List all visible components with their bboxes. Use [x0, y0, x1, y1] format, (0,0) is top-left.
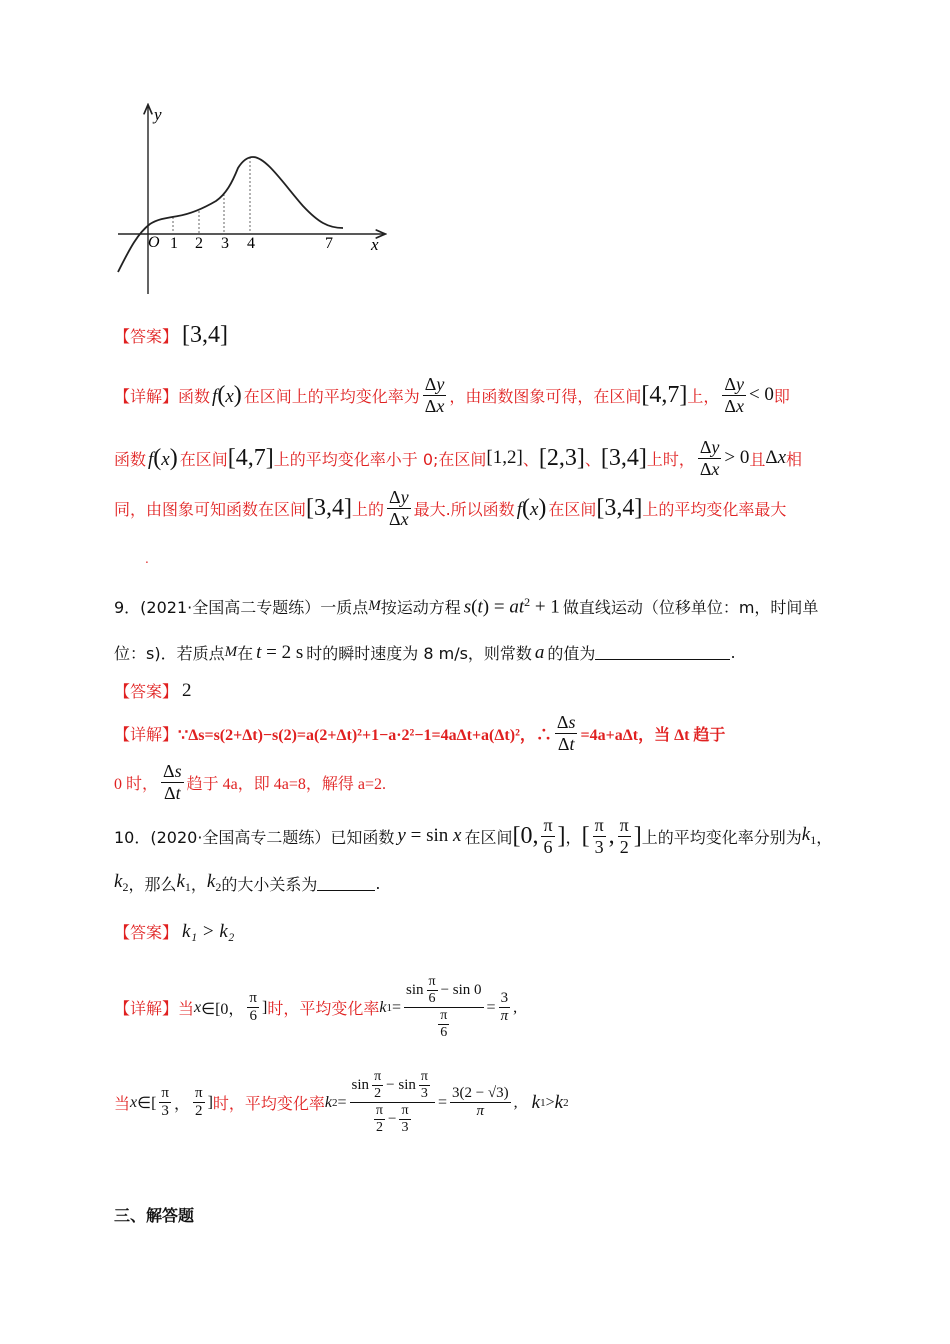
math-fx: f(x)	[516, 494, 547, 521]
math-point: M	[224, 644, 238, 660]
q8-answer	[114, 322, 228, 349]
text: 在	[237, 644, 254, 663]
math-fx: f(x)	[212, 381, 242, 408]
math-fx: f(x)	[148, 444, 178, 471]
math-lt-0: < 0	[748, 384, 774, 406]
function-curve	[118, 157, 343, 272]
math-x-in-interval: x ∈[ $\frac{\pi}{3}$ ， $\frac{\pi}{2}$ ]	[130, 1084, 213, 1120]
text: 上的平均变化率最大	[642, 499, 787, 519]
text: ，那么	[128, 874, 177, 894]
q9-detail-line-2	[114, 761, 386, 803]
math-k2: $k_2$	[206, 871, 222, 895]
text: 最大.所以函数	[413, 499, 515, 519]
text: ，由函数图象可得，在区间	[449, 386, 642, 406]
text: 在区间上的平均变化率为	[243, 386, 420, 406]
text: .	[375, 873, 381, 893]
text: 上时，	[646, 449, 695, 469]
text: 函数	[178, 386, 211, 406]
math-point: M	[368, 598, 381, 615]
q10-detail-line-2	[114, 1069, 569, 1136]
fraction-dy-dx: $\frac{\Delta y}{\Delta x}$	[389, 487, 409, 529]
math-k2: $k_2$	[114, 871, 129, 895]
function-graph	[108, 98, 398, 298]
answer-blank[interactable]	[317, 876, 375, 891]
text: 在区间	[464, 827, 513, 847]
interval-3-4: [3,4]	[600, 444, 647, 471]
answer-value: k₁ > k₂	[182, 920, 235, 942]
math-y-sin-x: y = sin x	[397, 825, 462, 847]
x-tick-4: 4	[247, 235, 255, 252]
text: 的大小关系为	[221, 874, 318, 894]
text: .	[730, 643, 736, 662]
x-tick-3: 3	[221, 235, 229, 252]
section-title: 三、解答题	[114, 1206, 195, 1225]
text: 时，平均变化率	[267, 999, 380, 1019]
fraction-dy-dx: $\frac{\Delta y}{\Delta x}$	[724, 374, 744, 416]
text: 时的瞬时速度为 8 m/s，则常数	[306, 644, 532, 663]
math-dx: Δx	[765, 447, 787, 469]
fraction-dy-dx: $\frac{\Delta y}{\Delta x}$	[699, 437, 720, 479]
text: 当	[114, 1094, 131, 1114]
q9-detail-line-1	[114, 712, 725, 754]
detail-tag: 【详解】	[114, 386, 179, 406]
text: 按运动方程	[380, 598, 461, 618]
text: 上的平均变化率小于 0;在区间	[273, 449, 487, 469]
interval-4-7: [4,7]	[227, 444, 274, 471]
answer-value: [3,4]	[182, 322, 228, 348]
math-k1: $k_1$	[801, 824, 817, 848]
y-axis-label: y	[154, 105, 162, 124]
fraction-ds-dt: $\frac{\Delta s}{\Delta t}$	[163, 761, 182, 803]
x-tick-2: 2	[195, 235, 203, 252]
math-gt-0: > 0	[724, 447, 750, 469]
fraction-dy-dx: $\frac{\Delta y}{\Delta x}$	[424, 374, 445, 416]
detail-tag: 【详解】	[114, 999, 179, 1019]
answer-blank[interactable]	[595, 645, 730, 660]
text: 在区间	[179, 449, 228, 469]
interval-1-2: [1,2]	[486, 447, 523, 469]
q10-line-2	[114, 871, 380, 895]
text: 、	[584, 449, 601, 469]
answer-value: 2	[182, 679, 192, 701]
answer-tag: 【答案】	[114, 682, 179, 701]
q10-detail-line-1	[114, 974, 517, 1041]
answer-tag: 【答案】	[114, 923, 179, 942]
q10-answer	[114, 920, 234, 943]
text: 9．(2021·全国高二专题练）一质点	[114, 598, 369, 618]
text: 同，由图象可知函数在区间	[114, 499, 307, 519]
math-a: a	[534, 641, 545, 663]
text: =4a+aΔt，当 Δt 趋于	[580, 726, 726, 744]
text: 上的	[352, 499, 385, 519]
text: 趋于 4a，即 4a=8，解得 a=2.	[186, 775, 386, 793]
interval-0-pi6: [0, $\frac{\pi}{6}$ ]	[512, 815, 566, 857]
x-tick-1: 1	[170, 235, 178, 252]
math-k1: $k_1$	[176, 871, 191, 895]
math-k2-formula: k 2 = sin $\frac{\pi}{2}$ − sin $\frac{\pi}{3}$ $\frac{\pi}{2}$ − $\frac{\pi}{3}$ = $\frac{3(2 - √3)}{\pi}$ , k 1 > k 2	[324, 1069, 569, 1136]
stray-dot: .	[145, 552, 149, 566]
text: 10．(2020·全国高专二题练）已知函数	[114, 827, 395, 847]
text: ，	[190, 874, 207, 894]
math-motion-equation: $s(t) = at^2 + 1$	[463, 595, 560, 618]
answer-tag: 【答案】	[114, 327, 179, 346]
q10-line-1: 10．(2020·全国高专二题练）已知函数 y = sin x 在区间 [0, $\frac{\pi}{6}$ ] ， [ $\frac{\pi}{3}$ , $\frac{\pi}{2}$ ] 上的平均变化率分别为 $k_1$ ，	[114, 815, 833, 857]
text: 且	[749, 449, 766, 469]
detail-tag: 【详解】	[114, 724, 179, 744]
math-x-in-interval: x ∈[0， $\frac{\pi}{6}$ ]	[194, 989, 268, 1025]
text: 做直线运动（位移单位：m，时间单	[562, 598, 819, 618]
text: 位：s)．若质点	[114, 644, 225, 663]
q8-detail-line-2	[114, 437, 802, 479]
interval-3-4: [3,4]	[596, 494, 643, 521]
q9-line-1	[114, 595, 818, 618]
text: 相	[786, 449, 803, 469]
fraction-ds-dt: $\frac{\Delta s}{\Delta t}$	[556, 712, 576, 754]
q9-line-2	[114, 641, 736, 664]
interval-pi3-pi2: [ $\frac{\pi}{3}$ , $\frac{\pi}{2}$ ]	[581, 815, 642, 857]
text: 上的平均变化率分别为	[641, 827, 802, 847]
origin-label: O	[148, 234, 160, 251]
x-tick-7: 7	[325, 235, 333, 252]
q8-detail-line-3	[114, 487, 786, 529]
text: ，	[565, 827, 582, 847]
text: 函数	[114, 449, 147, 469]
interval-3-4: [3,4]	[306, 494, 352, 521]
text: 即	[773, 386, 790, 406]
x-axis-label: x	[371, 235, 379, 254]
text: 0 时，	[114, 775, 159, 793]
text: 、	[522, 449, 539, 469]
interval-4-7: [4,7]	[641, 381, 688, 408]
text: 当	[178, 999, 195, 1019]
text: 上，	[687, 386, 720, 406]
q8-detail-line-1	[114, 374, 790, 416]
math-k1-formula: k 1 = sin $\frac{\pi}{6}$ − sin 0 $\frac{\pi}{6}$ = $\frac{3}{\pi}$ ,	[379, 974, 518, 1041]
text: ∵Δs=s(2+Δt)−s(2)=a(2+Δt)²+1−a·2²−1=4aΔt+a(Δt)²，∴	[178, 726, 552, 744]
math-t-equals-2: t = 2 s	[256, 641, 304, 663]
text: 在区间	[548, 499, 597, 519]
text: 时，平均变化率	[212, 1094, 325, 1114]
text: 的值为	[547, 644, 596, 663]
interval-2-3: [2,3]	[538, 444, 585, 471]
q9-answer	[114, 679, 192, 702]
